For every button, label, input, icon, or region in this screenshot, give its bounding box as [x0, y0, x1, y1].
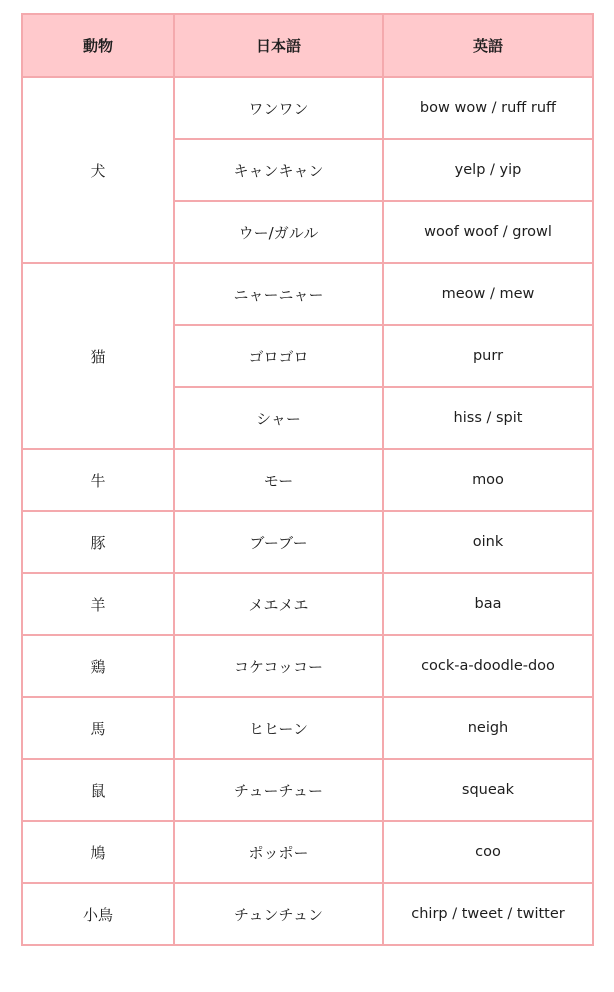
japanese-sound-cell: ポッポー — [174, 821, 383, 883]
english-sound-cell: chirp / tweet / twitter — [383, 883, 593, 945]
table-row — [22, 511, 593, 573]
english-sound-cell: oink — [383, 511, 593, 573]
table-row — [22, 821, 593, 883]
japanese-sound-cell: ゴロゴロ — [174, 325, 383, 387]
table-body — [22, 77, 593, 945]
english-sound-cell: neigh — [383, 697, 593, 759]
japanese-sound-cell: シャー — [174, 387, 383, 449]
japanese-sound-cell: コケコッコー — [174, 635, 383, 697]
header-animal: 動物 — [22, 14, 174, 77]
animal-cell: 小鳥 — [22, 883, 174, 945]
table-row — [22, 759, 593, 821]
english-sound-cell: meow / mew — [383, 263, 593, 325]
japanese-sound-cell: ヒヒーン — [174, 697, 383, 759]
english-sound-cell: cock-a-doodle-doo — [383, 635, 593, 697]
animal-cell: 犬 — [22, 77, 174, 263]
animal-cell: 猫 — [22, 263, 174, 449]
japanese-sound-cell: チュンチュン — [174, 883, 383, 945]
japanese-sound-cell: ニャーニャー — [174, 263, 383, 325]
animal-cell: 鳩 — [22, 821, 174, 883]
english-sound-cell: purr — [383, 325, 593, 387]
table-row — [22, 263, 593, 325]
english-sound-cell: moo — [383, 449, 593, 511]
english-sound-cell: baa — [383, 573, 593, 635]
animal-cell: 羊 — [22, 573, 174, 635]
animal-cell: 豚 — [22, 511, 174, 573]
english-sound-cell: hiss / spit — [383, 387, 593, 449]
english-sound-cell: bow wow / ruff ruff — [383, 77, 593, 139]
japanese-sound-cell: メエメエ — [174, 573, 383, 635]
japanese-sound-cell: チューチュー — [174, 759, 383, 821]
animal-sounds-table — [21, 13, 594, 946]
table-row — [22, 635, 593, 697]
header-japanese: 日本語 — [174, 14, 383, 77]
english-sound-cell: coo — [383, 821, 593, 883]
animal-sounds-table-container — [21, 13, 594, 946]
table-row — [22, 697, 593, 759]
table-row — [22, 573, 593, 635]
animal-cell: 鼠 — [22, 759, 174, 821]
table-row — [22, 449, 593, 511]
english-sound-cell: woof woof / growl — [383, 201, 593, 263]
animal-cell: 鶏 — [22, 635, 174, 697]
japanese-sound-cell: キャンキャン — [174, 139, 383, 201]
header-english: 英語 — [383, 14, 593, 77]
japanese-sound-cell: ウー/ガルル — [174, 201, 383, 263]
table-row — [22, 77, 593, 139]
english-sound-cell: squeak — [383, 759, 593, 821]
japanese-sound-cell: ブーブー — [174, 511, 383, 573]
japanese-sound-cell: モー — [174, 449, 383, 511]
animal-cell: 牛 — [22, 449, 174, 511]
animal-cell: 馬 — [22, 697, 174, 759]
table-row — [22, 883, 593, 945]
japanese-sound-cell: ワンワン — [174, 77, 383, 139]
table-header-row — [22, 14, 593, 77]
english-sound-cell: yelp / yip — [383, 139, 593, 201]
